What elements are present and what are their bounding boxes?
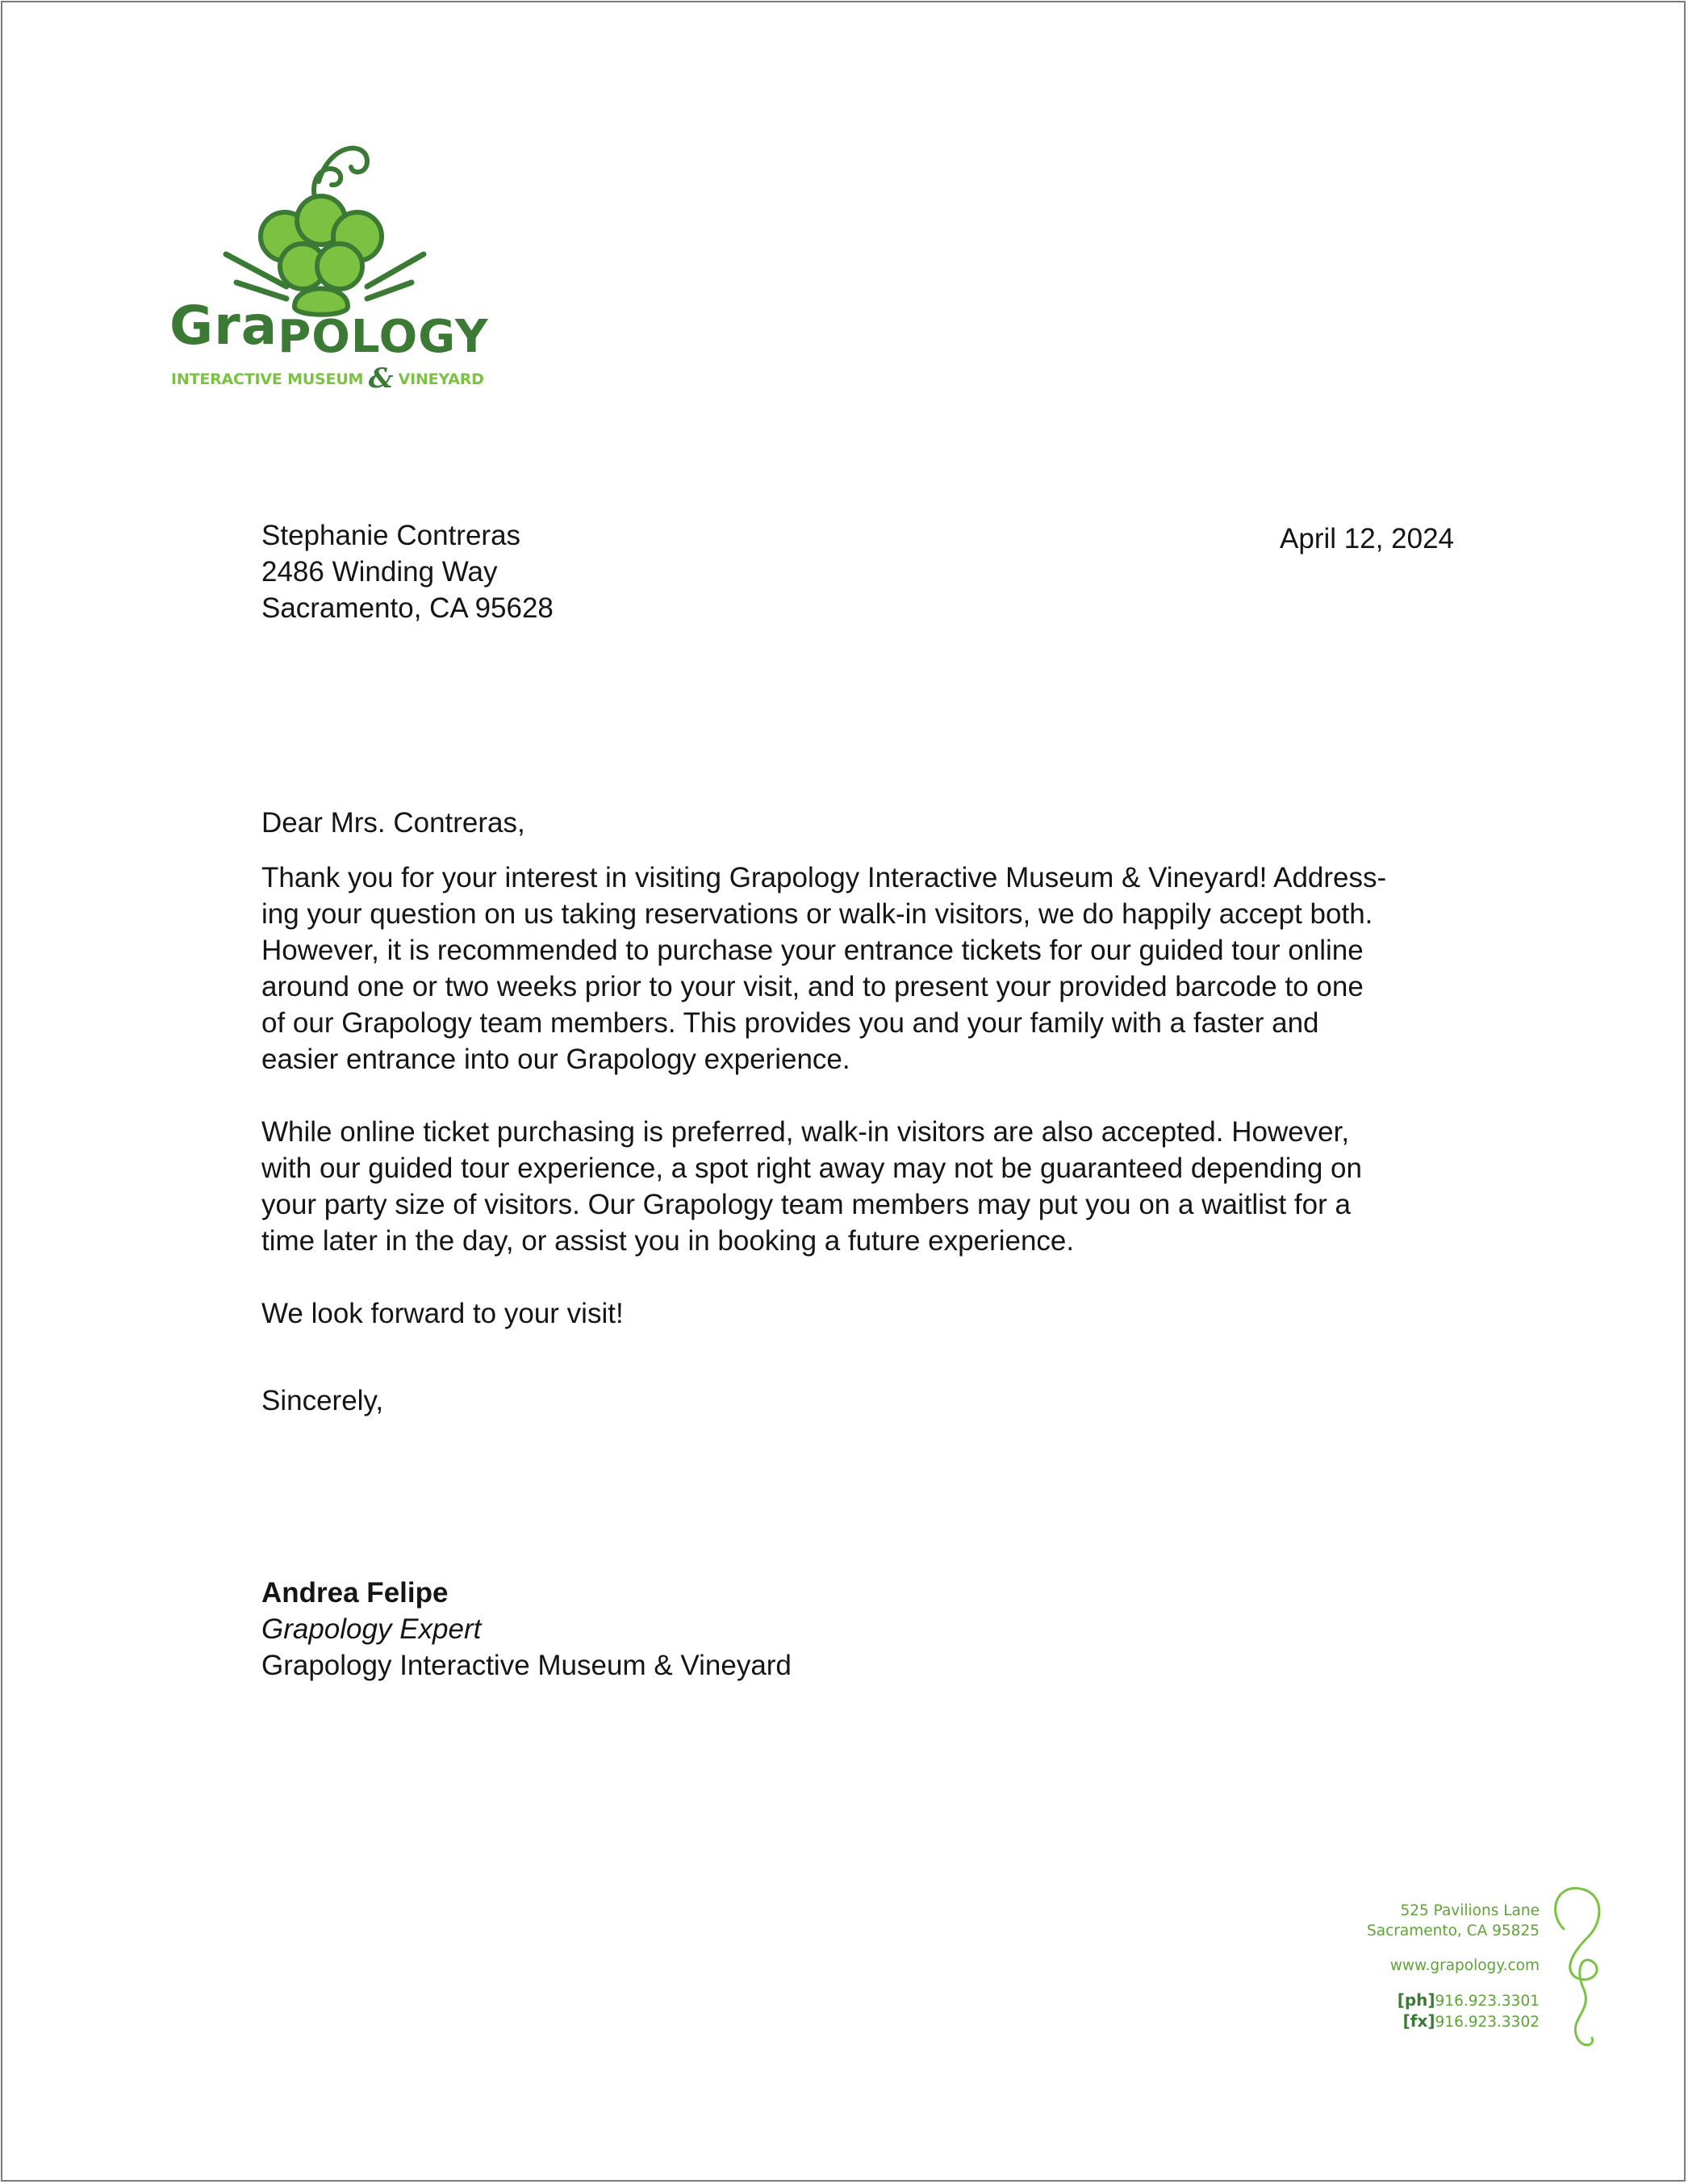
logo-wordmark: GraPOLOGY	[169, 295, 489, 363]
signature-name: Andrea Felipe	[261, 1577, 449, 1609]
phone-label: [ph]	[1397, 1990, 1435, 2010]
footer-address-line-2: Sacramento, CA 95825	[1367, 1923, 1540, 1939]
signature-organization: Grapology Interactive Museum & Vineyard	[261, 1650, 792, 1681]
paragraph-line: your party size of visitors. Our Grapology team members may put you on a waitlist for a	[261, 1189, 1351, 1220]
fax-label: [fx]	[1402, 2011, 1435, 2031]
paragraph-line: around one or two weeks prior to your visit, and to present your provided barcode to one	[261, 971, 1364, 1002]
paragraph-line: ing your question on us taking reservations or walk-in visitors, we do happily accept both.	[261, 898, 1373, 930]
footer-address-line-1: 525 Pavilions Lane	[1400, 1902, 1540, 1919]
grapology-logo	[165, 133, 496, 395]
paragraph-line: While online ticket purchasing is preferred, walk-in visitors are also accepted. However,	[261, 1116, 1350, 1148]
recipient-address	[261, 517, 554, 626]
paragraph-line: time later in the day, or assist you in booking a future experience.	[261, 1225, 1075, 1257]
body-paragraph-3: We look forward to your visit!	[261, 1298, 624, 1329]
paragraph-line: Thank you for your interest in visiting Grapology Interactive Museum & Vineyard! Address-	[261, 862, 1387, 893]
closing: Sincerely,	[261, 1385, 384, 1416]
recipient-street: 2486 Winding Way	[261, 556, 498, 588]
fax-number: 916.923.3302	[1435, 2014, 1540, 2031]
paragraph-line: However, it is recommended to purchase your entrance tickets for our guided tour online	[261, 935, 1364, 966]
paragraph-line: of our Grapology team members. This provides you and your family with a faster and	[261, 1007, 1319, 1039]
body-paragraph-1	[261, 860, 1386, 1077]
footer-phone	[1367, 1990, 1540, 2011]
footer-website: www.grapology.com	[1389, 1957, 1540, 1974]
paragraph-line: easier entrance into our Grapology experience.	[261, 1044, 850, 1075]
salutation: Dear Mrs. Contreras,	[261, 807, 525, 839]
phone-number: 916.923.3301	[1435, 1993, 1540, 2010]
paragraph-line: with our guided tour experience, a spot right away may not be guaranteed depending on	[261, 1153, 1362, 1184]
footer-fax	[1367, 2011, 1540, 2032]
recipient-city: Sacramento, CA 95628	[261, 592, 554, 624]
vine-swirl-icon	[1548, 1881, 1612, 2058]
recipient-name: Stephanie Contreras	[261, 520, 521, 551]
footer-contact	[1367, 1901, 1540, 2032]
logo-tagline: INTERACTIVE MUSEUM & VINEYARD	[171, 362, 484, 395]
signature-title: Grapology Expert	[261, 1613, 482, 1645]
body-paragraph-2	[261, 1114, 1362, 1259]
letter-date: April 12, 2024	[1280, 523, 1454, 554]
